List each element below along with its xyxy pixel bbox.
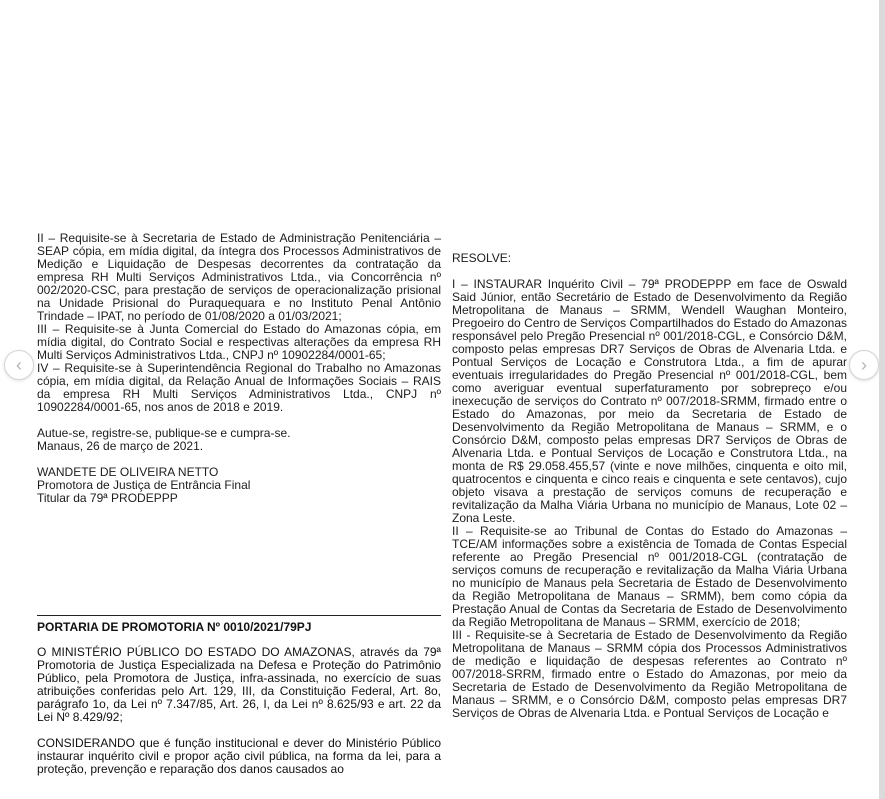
requisition-ii: II – Requisite-se à Secretaria de Estado de Administração Penitenciária – SEAP cópia, em mídia digital, da íntegra dos Processos Administrativos de Medição e Liquidação de Despesas decorrentes da contratação da empresa RH Multi Serviços Administrativos Ltda., via Concorrência nº 002/2020-CSC, para prestação de serviços de operacionalização prisional na Unidade Prisional do Puraquequara e no Instituto Penal Antônio Trindade – IPAT, no período de 01/08/2020 a 01/03/2021; xyxy=(37,232,441,323)
resolution-item-i: I – INSTAURAR Inquérito Civil – 79ª PRODEPPP em face de Oswald Said Júnior, então Secretário de Estado de Desenvolvimento da Região Metropolitana de Manaus – SRMM, Wendell Waughan Monteiro, Pregoeiro do Centro de Serviços Compartilhados do Estado do Amazonas responsável pelo Pregão Presencial nº 001/2018-CGL, e Consórcio D&M, composto pelas empresas DR7 Serviços de Obras de Alvenaria Ltda. e Pontual Serviços de Locação e Construtora Ltda., a fim de apurar eventuais irregularidades do Pregão Presencial nº 001/2018-CGL, bem como averiguar eventual superfaturamento por sobrepreço e/ou inexecução de serviços do Contrato nº 007/2018-SRMM, firmado entre o Estado do Amazonas, por meio da Secretaria de Estado de Desenvolvimento da Região Metropolitana de Manaus – SRMM, e o Consórcio D&M, composto pelas empresas DR7 Serviços de Obras de Alvenaria Ltda. e Pontual Serviços de Locação e Construtora Ltda., na monta de R$ 29.058.455,57 (vinte e nove milhões, cinquenta e oito mil, quatrocentos e cinquenta e cinco reais e cinquenta e sete centavos), cujo objeto visava a prestação de serviços comuns de recuperação e revitalização da Malha Viária Urbana no município de Manaus, Lote 02 – Zona Leste. xyxy=(452,277,847,525)
requisition-iii: III – Requisite-se à Junta Comercial do Estado do Amazonas cópia, em mídia digital, do Contrato Social e respectivas alterações da empresa RH Multi Serviços Administrativos Ltda., CNPJ nº 10902284/0001-65; xyxy=(37,322,441,362)
preamble: O MINISTÉRIO PÚBLICO DO ESTADO DO AMAZONAS, através da 79ª Promotoria de Justiça Especializada na Defesa e Proteção do Patrimônio Público, pela Promotora de Justiça, infra-assinada, no exercício de suas atribuições conferidas pelo Art. 129, III, da Constituição Federal, Art. 8o, parágrafo 1o, da Lei nº 7.347/85, Art. 26, I, da Lei nº 8.625/93 e art. 22 da Lei Nº 8.429/92; xyxy=(37,645,441,724)
resolution-item-ii: II – Requisite-se ao Tribunal de Contas do Estado do Amazonas – TCE/AM informações sobre a existência de Tomada de Contas Especial referente ao Pregão Presencial nº 001/2018-CGL (contratação de serviços comuns de recuperação e revitalização da Malha Viária Urbana no município de Manaus pela Secretaria de Estado de Desenvolvimento da Região Metropolitana de Manaus – SRMM), bem como cópia da Prestação Anual de Contas da Secretaria de Estado de Desenvolvimento da Região Metropolitana de Manaus – SRMM, exercício de 2018; xyxy=(452,524,847,629)
section-divider xyxy=(37,615,441,616)
closing-formula: Autue-se, registre-se, publique-se e cumpra-se. xyxy=(37,426,291,440)
document-clipping xyxy=(20,232,860,799)
left-column-lower xyxy=(37,646,441,776)
resolution-item-iii: III - Requisite-se à Secretaria de Estado de Desenvolvimento da Região Metropolitana de Manaus – SRMM cópia dos Processos Administrativos de medição e liquidação de despesas referentes ao Contrato nº 007/2018-SRRM, firmado entre o Estado do Amazonas, por meio da Secretaria de Estado de Desenvolvimento da Região Metropolitana de Manaus – SRMM, e o Consórcio D&M, composto pelas empresas DR7 Serviços de Obras de Alvenaria Ltda. e Pontual Serviços de Locação e xyxy=(452,628,847,720)
signer-name: WANDETE DE OLIVEIRA NETTO xyxy=(37,465,219,479)
considerando: CONSIDERANDO que é função institucional e dever do Ministério Público instaurar inquérito civil e propor ação civil pública, na forma da lei, para a proteção, prevenção e reparação dos danos causados ao xyxy=(37,736,441,776)
signer-title: Titular da 79ª PRODEPPP xyxy=(37,491,178,505)
scrollbar-thumb[interactable] xyxy=(879,0,885,799)
requisition-iv: IV – Requisite-se à Superintendência Regional do Trabalho no Amazonas cópia, em mídia digital, da Relação Anual de Informações Sociais – RAIS da empresa RH Multi Serviços Administrativos Ltda., CNPJ nº 10902284/0001-65, nos anos de 2018 e 2019. xyxy=(37,361,441,414)
left-column xyxy=(37,232,441,505)
chevron-right-icon[interactable]: › xyxy=(849,350,879,380)
place-date: Manaus, 26 de março de 2021. xyxy=(37,439,204,453)
resolve-heading: RESOLVE: xyxy=(452,251,512,265)
chevron-left-icon[interactable]: ‹ xyxy=(4,350,34,380)
portaria-title: PORTARIA DE PROMOTORIA Nº 0010/2021/79PJ xyxy=(37,620,312,634)
signer-role: Promotora de Justiça de Entrância Final xyxy=(37,478,251,492)
right-column xyxy=(452,252,847,720)
